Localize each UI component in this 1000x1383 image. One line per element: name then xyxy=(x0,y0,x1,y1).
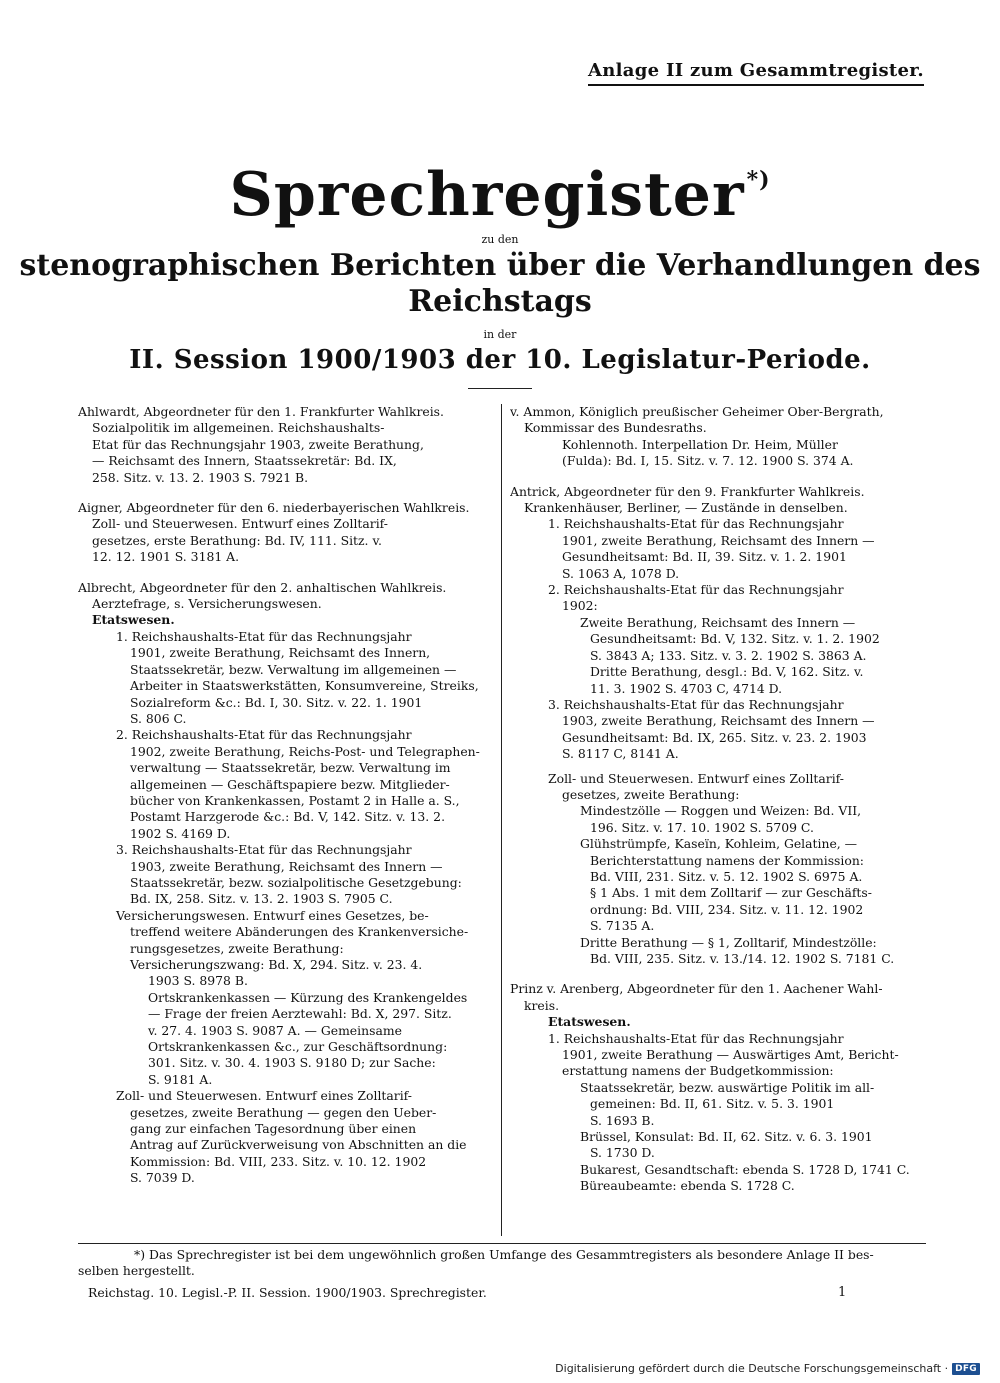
annex-label: Anlage II zum Gesammtregister. xyxy=(588,60,924,86)
entry-line: Bd. VIII, 235. Sitz. v. 13./14. 12. 1902 S. 7181 C. xyxy=(590,951,895,966)
entry-line: 1901, zweite Berathung, Reichsamt des Innern — xyxy=(562,532,875,548)
entry-line: rungsgesetzes, zweite Berathung: xyxy=(130,940,344,956)
entry-line: 1. Reichshaushalts-Etat für das Rechnungsjahr xyxy=(548,1030,844,1046)
entry-line: verwaltung — Staatssekretär, bezw. Verwaltung im xyxy=(130,760,451,776)
entry-line: Staatssekretär, bezw. sozialpolitische Gesetzgebung: xyxy=(130,874,462,890)
register-entry-ahlwardt xyxy=(78,404,493,486)
register-entry-arenberg xyxy=(510,981,926,1194)
entry-line: 3. Reichshaushalts-Etat für das Rechnungsjahr xyxy=(548,696,844,712)
entry-line: Kohlennoth. Interpellation Dr. Heim, Müller xyxy=(562,436,838,452)
entry-line: 1901, zweite Berathung — Auswärtiges Amt, Bericht- xyxy=(562,1047,899,1063)
left-column xyxy=(78,404,493,1201)
entry-line: allgemeinen — Geschäftspapiere bezw. Mitglieder- xyxy=(130,776,450,792)
zu-den-line: zu den xyxy=(481,233,519,246)
main-title-text: Sprechregister xyxy=(229,160,745,230)
entry-line: 12. 12. 1901 S. 3181 A. xyxy=(92,549,240,565)
entry-line: Zoll- und Steuerwesen. Entwurf eines Zolltarif- xyxy=(548,770,844,786)
running-footer: Reichstag. 10. Legisl.-P. II. Session. 1900/1903. Sprechregister. xyxy=(88,1285,487,1300)
entry-line: v. 27. 4. 1903 S. 9087 A. — Gemeinsame xyxy=(148,1022,402,1038)
entry-line: 2. Reichshaushalts-Etat für das Rechnungsjahr xyxy=(116,727,412,743)
entry-line: 196. Sitz. v. 17. 10. 1902 S. 5709 C. xyxy=(590,819,814,835)
footnote-line: selben hergestellt. xyxy=(78,1263,195,1279)
footnote xyxy=(78,1247,926,1280)
register-entry-aigner xyxy=(78,500,493,566)
entry-line: gesetzes, zweite Berathung: xyxy=(562,786,740,802)
entry-line: ordnung: Bd. VIII, 234. Sitz. v. 11. 12. 1902 xyxy=(590,901,864,917)
entry-line: Bukarest, Gesandtschaft: ebenda S. 1728 D, 1741 C. xyxy=(580,1161,910,1177)
entry-line: Staatssekretär, bezw. auswärtige Politik im all- xyxy=(580,1079,875,1095)
entry-line: S. 9181 A. xyxy=(148,1071,213,1087)
entry-line: 1901, zweite Berathung, Reichsamt des Innern, xyxy=(130,645,431,661)
entry-line: 2. Reichshaushalts-Etat für das Rechnungsjahr xyxy=(548,582,844,598)
right-column xyxy=(510,404,926,1209)
title-rule xyxy=(468,388,532,389)
entry-line: Sozialpolitik im allgemeinen. Reichshaushalts- xyxy=(92,420,385,436)
register-entry-antrick xyxy=(510,484,926,968)
entry-line: S. 7039 D. xyxy=(130,1170,195,1186)
entry-line: Etat für das Rechnungsjahr 1903, zweite Berathung, xyxy=(92,436,424,452)
entry-line: — Frage der freien Aerztewahl: Bd. X, 297. Sitz. xyxy=(148,1006,452,1022)
entry-line: S. 3843 A; 133. Sitz. v. 3. 2. 1902 S. 3863 A. xyxy=(590,647,867,663)
entry-line: gang zur einfachen Tagesordnung über einen xyxy=(130,1121,417,1137)
entry-line: S. 8117 C, 8141 A. xyxy=(562,746,679,762)
entry-line: 1903, zweite Berathung, Reichsamt des Innern — xyxy=(562,713,875,729)
entry-line: Etatswesen. xyxy=(548,1014,631,1030)
entry-line: Sozialreform &c.: Bd. I, 30. Sitz. v. 22. 1. 1901 xyxy=(130,694,423,710)
entry-line: Dritte Berathung, desgl.: Bd. V, 162. Sitz. v. xyxy=(590,664,864,680)
dfg-logo-icon: DFG xyxy=(952,1363,980,1375)
entry-line: Albrecht, Abgeordneter für den 2. anhaltischen Wahlkreis. xyxy=(78,579,447,595)
entry-line: S. 1730 D. xyxy=(590,1145,655,1161)
entry-line: Aerztefrage, s. Versicherungswesen. xyxy=(92,596,322,612)
entry-line: Versicherungswesen. Entwurf eines Gesetzes, be- xyxy=(116,907,429,923)
entry-line: 1902: xyxy=(562,598,598,614)
entry-line: gesetzes, zweite Berathung — gegen den Ueber- xyxy=(130,1104,437,1120)
entry-line: Krankenhäuser, Berliner, — Zustände in denselben. xyxy=(524,500,848,516)
entry-line: bücher von Krankenkassen, Postamt 2 in Halle a. S., xyxy=(130,792,460,808)
entry-line: Gesundheitsamt: Bd. II, 39. Sitz. v. 1. 2. 1901 xyxy=(562,549,847,565)
entry-line: gesetzes, erste Berathung: Bd. IV, 111. Sitz. v. xyxy=(92,532,382,548)
entry-line: Mindestzölle — Roggen und Weizen: Bd. VII, xyxy=(580,803,862,819)
digitization-text: Digitalisierung gefördert durch die Deutsche Forschungsgemeinschaft · xyxy=(555,1362,949,1375)
entry-line: S. 7135 A. xyxy=(590,918,655,934)
entry-line: Glühstrümpfe, Kaseïn, Kohleim, Gelatine, — xyxy=(580,836,858,852)
register-columns xyxy=(78,404,926,1238)
entry-line: Bd. VIII, 231. Sitz. v. 5. 12. 1902 S. 6975 A. xyxy=(590,868,863,884)
entry-line: Postamt Harzgerode &c.: Bd. V, 142. Sitz. v. 13. 2. xyxy=(130,809,446,825)
entry-line: Zoll- und Steuerwesen. Entwurf eines Zolltarif- xyxy=(92,516,388,532)
entry-line: Gesundheitsamt: Bd. IX, 265. Sitz. v. 23. 2. 1903 xyxy=(562,729,867,745)
entry-line: Ahlwardt, Abgeordneter für den 1. Frankfurter Wahlkreis. xyxy=(78,404,444,419)
register-entry-ammon xyxy=(510,404,926,470)
main-title xyxy=(0,160,1000,230)
entry-line: erstattung namens der Budgetkommission: xyxy=(562,1063,834,1079)
entry-line: — Reichsamt des Innern, Staatssekretär: Bd. IX, xyxy=(92,453,397,469)
entry-line: 301. Sitz. v. 30. 4. 1903 S. 9180 D; zur Sache: xyxy=(148,1055,436,1071)
entry-line: Ortskrankenkassen &c., zur Geschäftsordnung: xyxy=(148,1039,448,1055)
footnote-line: *) Das Sprechregister ist bei dem ungewöhnlich großen Umfange des Gesammtregisters als besondere Anlage II bes- xyxy=(134,1247,874,1262)
entry-line: 1902, zweite Berathung, Reichs-Post- und Telegraphen- xyxy=(130,743,480,759)
entry-line: (Fulda): Bd. I, 15. Sitz. v. 7. 12. 1900 S. 374 A. xyxy=(562,453,854,469)
entry-line: § 1 Abs. 1 mit dem Zolltarif — zur Geschäfts- xyxy=(590,885,872,901)
entry-line: Aigner, Abgeordneter für den 6. niederbayerischen Wahlkreis. xyxy=(78,500,470,516)
entry-line: v. Ammon, Königlich preußischer Geheimer Ober-Bergrath, xyxy=(510,404,884,419)
entry-line: Büreaubeamte: ebenda S. 1728 C. xyxy=(580,1178,795,1194)
entry-line: Kommissar des Bundesraths. xyxy=(524,420,707,436)
entry-line: 1. Reichshaushalts-Etat für das Rechnungsjahr xyxy=(548,516,844,532)
entry-line: Bd. IX, 258. Sitz. v. 13. 2. 1903 S. 7905 C. xyxy=(130,891,393,907)
entry-line: S. 1063 A, 1078 D. xyxy=(562,565,680,581)
entry-line: gemeinen: Bd. II, 61. Sitz. v. 5. 3. 1901 xyxy=(590,1096,835,1112)
entry-line: 1. Reichshaushalts-Etat für das Rechnungsjahr xyxy=(116,628,412,644)
footnote-rule xyxy=(78,1243,926,1244)
entry-line: Dritte Berathung — § 1, Zolltarif, Mindestzölle: xyxy=(580,934,877,950)
entry-line: Staatssekretär, bezw. Verwaltung im allgemeinen — xyxy=(130,661,457,677)
entry-line: S. 806 C. xyxy=(130,710,187,726)
entry-line: Arbeiter in Staatswerkstätten, Konsumvereine, Streiks, xyxy=(130,678,479,694)
entry-line: Antrick, Abgeordneter für den 9. Frankfurter Wahlkreis. xyxy=(510,483,865,499)
footnote-mark: *) xyxy=(746,167,771,193)
session-line: II. Session 1900/1903 der 10. Legislatur-Periode. xyxy=(129,345,871,375)
entry-line: 258. Sitz. v. 13. 2. 1903 S. 7921 B. xyxy=(92,469,309,485)
title-block xyxy=(0,160,1000,389)
entry-line: Brüssel, Konsulat: Bd. II, 62. Sitz. v. 6. 3. 1901 xyxy=(580,1129,873,1145)
entry-line: Berichterstattung namens der Kommission: xyxy=(590,852,864,868)
entry-line: kreis. xyxy=(524,997,560,1013)
entry-line: Zweite Berathung, Reichsamt des Innern — xyxy=(580,614,856,630)
entry-line: Zoll- und Steuerwesen. Entwurf eines Zolltarif- xyxy=(116,1088,412,1104)
entry-line: treffend weitere Abänderungen des Krankenversiche- xyxy=(130,924,469,940)
entry-line: 11. 3. 1902 S. 4703 C, 4714 D. xyxy=(590,680,783,696)
entry-line: Kommission: Bd. VIII, 233. Sitz. v. 10. 12. 1902 xyxy=(130,1153,427,1169)
in-der-line: in der xyxy=(483,328,517,341)
entry-line: Antrag auf Zurückverweisung von Abschnitten an die xyxy=(130,1137,467,1153)
entry-line: 1903 S. 8978 B. xyxy=(148,973,248,989)
page-number: 1 xyxy=(838,1285,847,1300)
entry-line: Prinz v. Arenberg, Abgeordneter für den 1. Aachener Wahl- xyxy=(510,981,883,997)
register-entry-albrecht xyxy=(78,580,493,1187)
entry-line: 1903, zweite Berathung, Reichsamt des Innern — xyxy=(130,858,443,874)
entry-line: 3. Reichshaushalts-Etat für das Rechnungsjahr xyxy=(116,842,412,858)
entry-line: Versicherungszwang: Bd. X, 294. Sitz. v. 23. 4. xyxy=(130,957,423,972)
entry-line: 1902 S. 4169 D. xyxy=(130,825,231,841)
entry-line: Etatswesen. xyxy=(92,612,175,628)
digitization-credit xyxy=(555,1362,980,1375)
entry-line: S. 1693 B. xyxy=(590,1112,655,1128)
entry-line: Gesundheitsamt: Bd. V, 132. Sitz. v. 1. 2. 1902 xyxy=(590,631,880,647)
subtitle: stenographischen Berichten über die Verhandlungen des Reichstags xyxy=(19,248,981,319)
entry-line: Ortskrankenkassen — Kürzung des Krankengeldes xyxy=(148,989,468,1005)
